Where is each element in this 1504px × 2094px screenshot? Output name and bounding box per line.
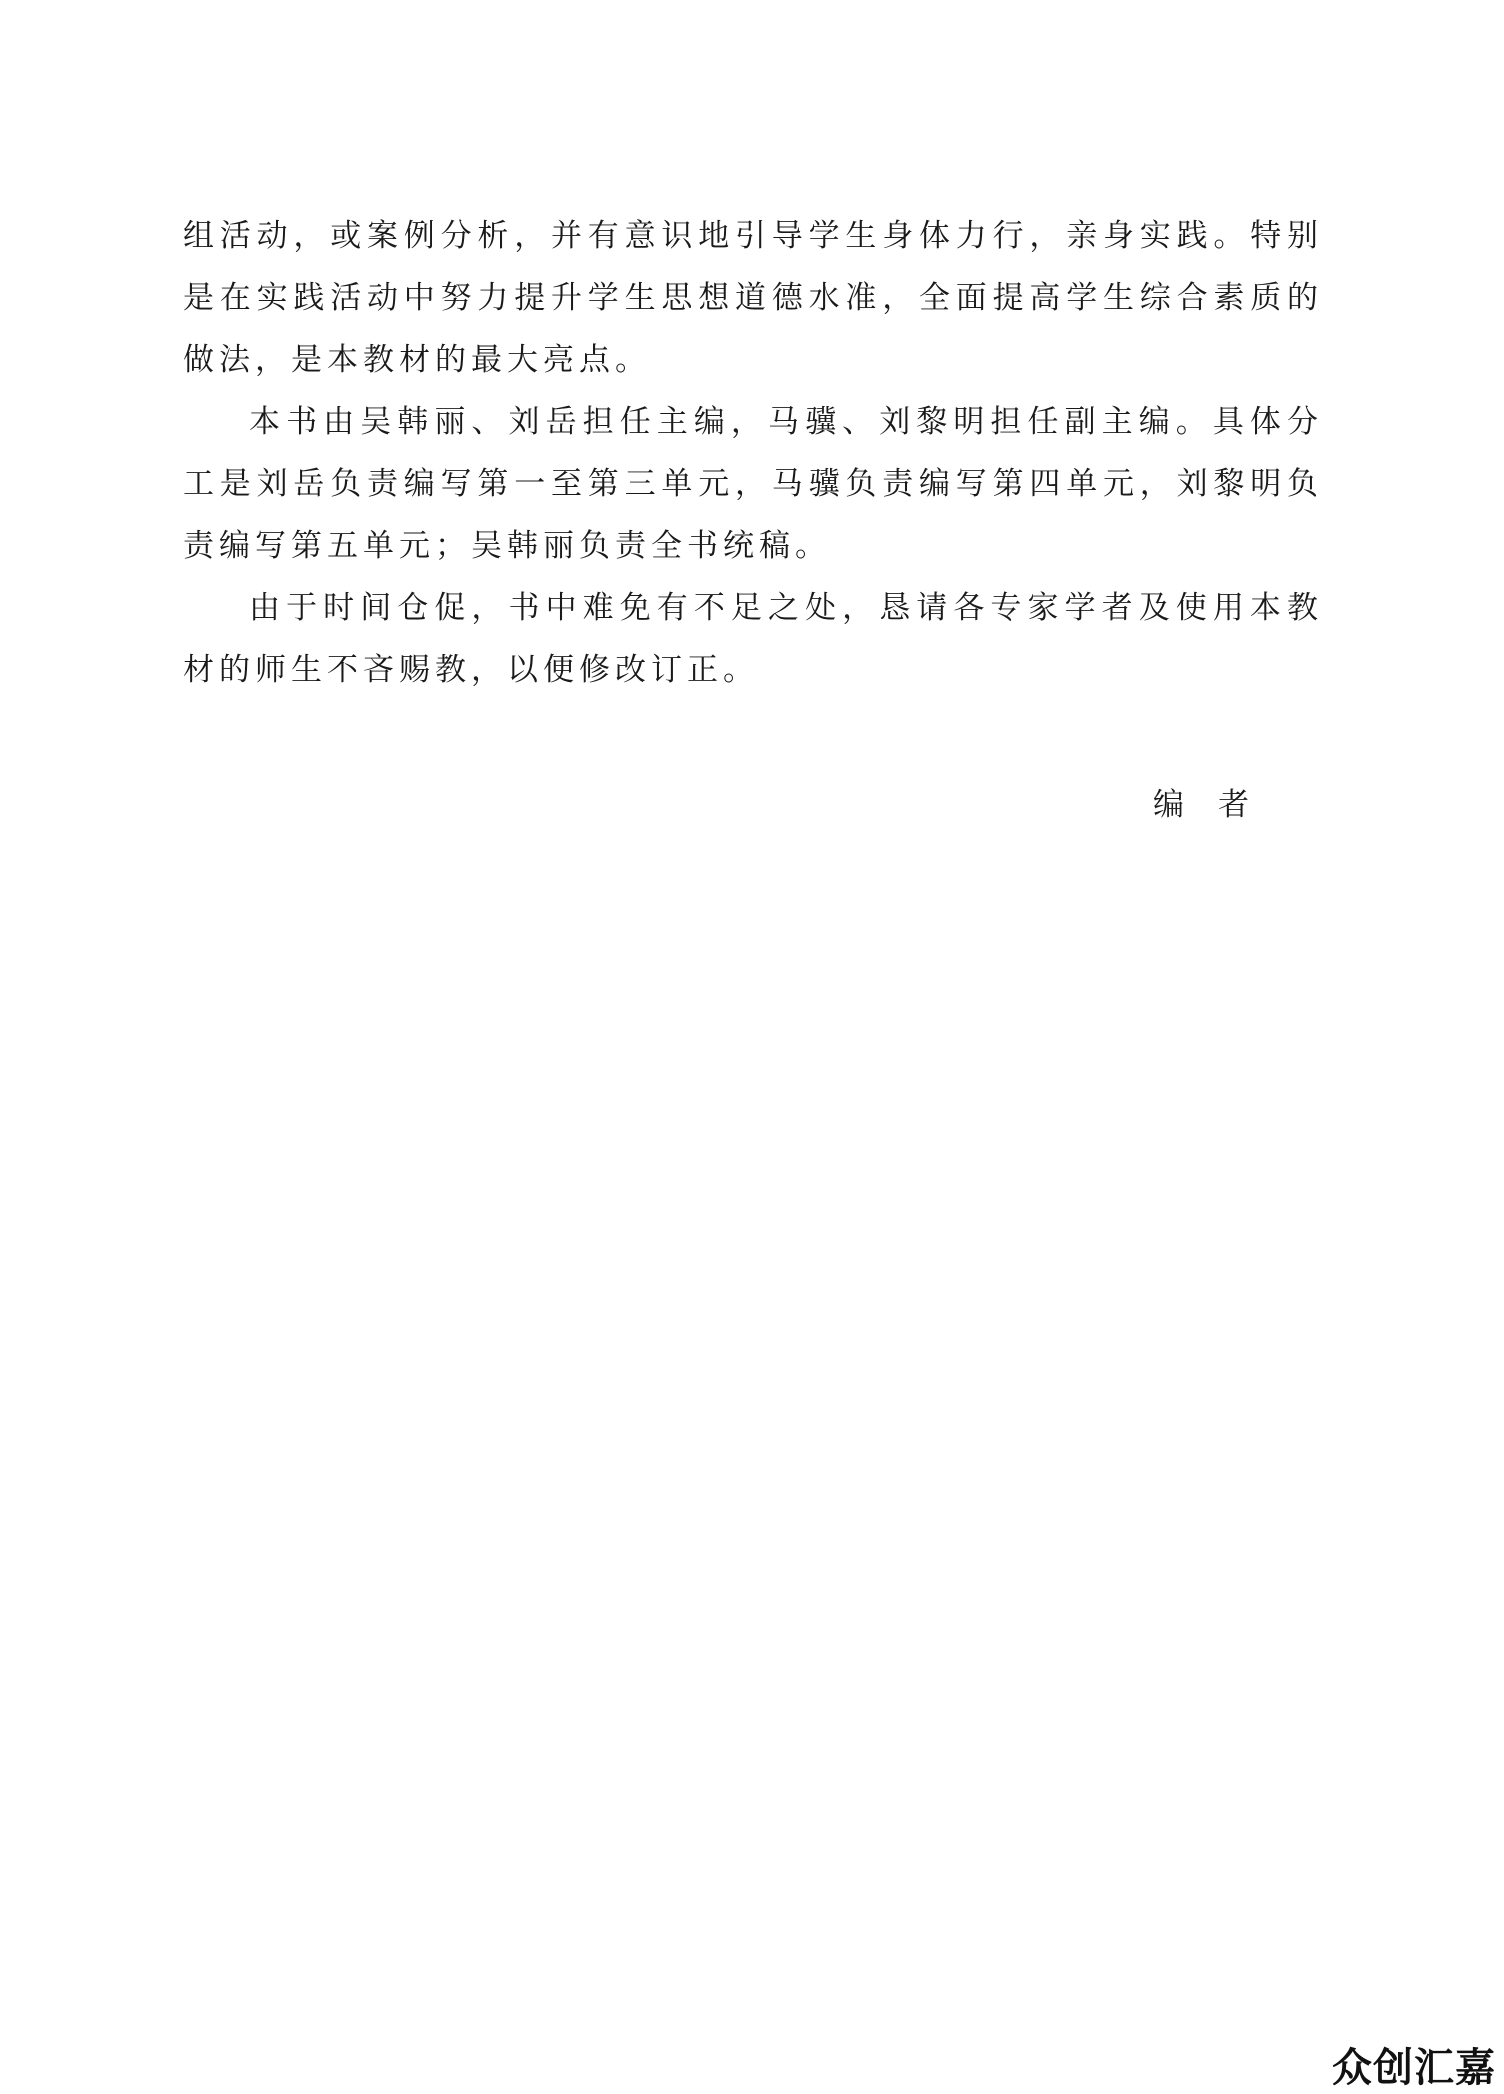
signature (1153, 780, 1249, 830)
document-body (183, 205, 1323, 701)
signature-char-2: 者 (1218, 787, 1249, 823)
paragraph-closing: 由于时间仓促，书中难免有不足之处，恳请各专家学者及使用本教材的师生不吝赐教，以便修改订正。 (183, 590, 1323, 688)
paragraph-editors: 本书由吴韩丽、刘岳担任主编，马骥、刘黎明担任副主编。具体分工是刘岳负责编写第一至第三单元，马骥负责编写第四单元，刘黎明负责编写第五单元；吴韩丽负责全书统稿。 (183, 404, 1323, 564)
watermark-logo: 众创汇嘉 (1332, 2045, 1496, 2091)
signature-char-1: 编 (1153, 787, 1184, 823)
paragraph-continuation: 组活动，或案例分析，并有意识地引导学生身体力行，亲身实践。特别是在实践活动中努力提升学生思想道德水准，全面提高学生综合素质的做法，是本教材的最大亮点。 (183, 218, 1323, 378)
